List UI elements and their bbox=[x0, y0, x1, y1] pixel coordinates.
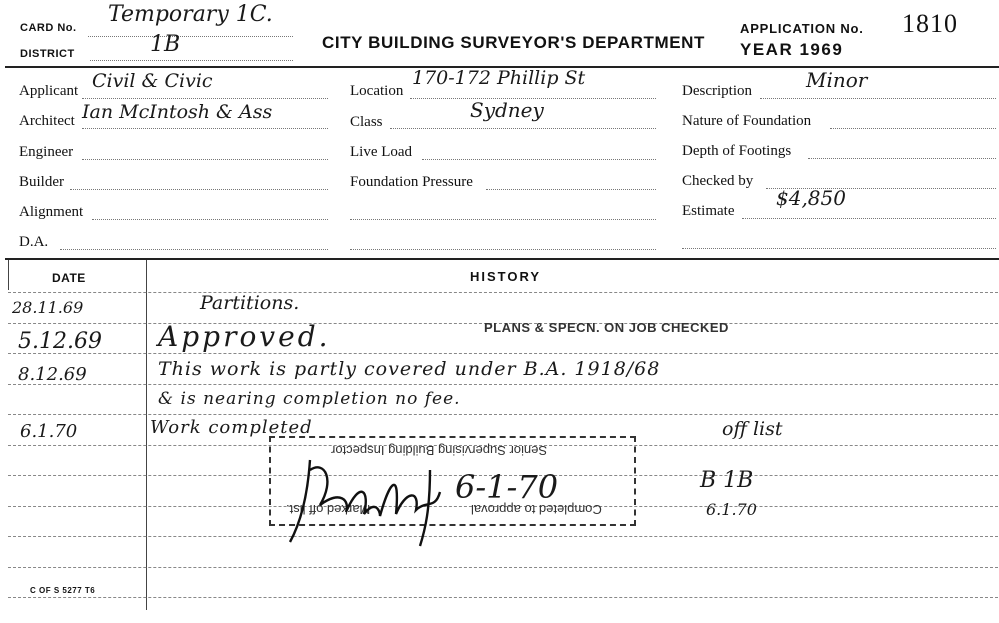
estimate-value: $4,850 bbox=[776, 186, 846, 210]
application-no-label: APPLICATION No. bbox=[740, 21, 864, 36]
applicant-label: Applicant bbox=[19, 83, 79, 99]
foundation-pressure-line bbox=[486, 189, 656, 190]
card-no-label: CARD No. bbox=[20, 22, 77, 34]
district-line bbox=[90, 60, 293, 61]
applicant-line bbox=[82, 98, 328, 99]
da-line bbox=[60, 249, 328, 250]
estimate-line bbox=[742, 218, 996, 219]
initials: B 1B bbox=[700, 468, 754, 493]
location-value: 170-172 Phillip St bbox=[412, 67, 586, 89]
left-margin-line bbox=[8, 260, 9, 290]
history-entry-2: Approved. bbox=[158, 320, 331, 353]
history-entry-1: Partitions. bbox=[200, 292, 300, 314]
nature-of-foundation-line bbox=[830, 128, 996, 129]
stamp-completed-text: Completed to approval bbox=[471, 502, 602, 517]
plans-checked-stamp: PLANS & SPECN. ON JOB CHECKED bbox=[484, 320, 729, 335]
location-label: Location bbox=[350, 83, 404, 99]
description-value: Minor bbox=[806, 68, 868, 92]
history-rule-line bbox=[8, 353, 998, 354]
checked-by-label: Checked by bbox=[682, 173, 754, 189]
foundation-pressure-label: Foundation Pressure bbox=[350, 174, 473, 190]
history-rule-line bbox=[8, 292, 998, 293]
col2-blank-line-2 bbox=[350, 249, 656, 250]
builder-label: Builder bbox=[19, 174, 64, 190]
history-header: HISTORY bbox=[470, 269, 542, 284]
description-label: Description bbox=[682, 83, 752, 99]
district-label: DISTRICT bbox=[20, 48, 75, 60]
history-date-1: 28.11.69 bbox=[12, 298, 84, 317]
engineer-line bbox=[82, 159, 328, 160]
alignment-label: Alignment bbox=[19, 204, 84, 220]
col3-blank-line bbox=[682, 248, 996, 249]
col2-blank-line-1 bbox=[350, 219, 656, 220]
history-date-5: 6.1.70 bbox=[20, 421, 78, 442]
history-rule-line bbox=[8, 567, 998, 568]
date-header: DATE bbox=[52, 271, 86, 285]
description-line bbox=[760, 98, 996, 99]
form-code: C OF S 5277 T6 bbox=[30, 586, 96, 595]
builder-line bbox=[70, 189, 328, 190]
department-title: CITY BUILDING SURVEYOR'S DEPARTMENT bbox=[322, 33, 706, 52]
stamp-marked-text: Marked off list. bbox=[286, 502, 371, 517]
architect-line bbox=[82, 128, 328, 129]
history-rule-line bbox=[8, 414, 998, 415]
history-date-2: 5.12.69 bbox=[18, 329, 102, 354]
history-entry-4: & is nearing completion no fee. bbox=[158, 389, 461, 409]
da-label: D.A. bbox=[19, 234, 49, 250]
class-line bbox=[390, 128, 656, 129]
year-label: YEAR 1969 bbox=[740, 40, 844, 59]
location-city: Sydney bbox=[470, 98, 544, 122]
history-top-rule bbox=[5, 258, 999, 260]
application-no-value: 1810 bbox=[902, 9, 958, 38]
estimate-label: Estimate bbox=[682, 203, 735, 219]
history-entry-3: This work is partly covered under B.A. 1918/68 bbox=[158, 358, 661, 380]
depth-of-footings-label: Depth of Footings bbox=[682, 143, 792, 159]
stamp-supervisor-text: Senior Supervising Building Inspector bbox=[331, 443, 548, 458]
live-load-line bbox=[422, 159, 656, 160]
date-column-divider bbox=[146, 260, 147, 610]
card-no-value: Temporary 1C. bbox=[108, 2, 273, 27]
signature-date: 6-1-70 bbox=[455, 468, 559, 506]
architect-label: Architect bbox=[19, 113, 75, 129]
history-rule-line bbox=[8, 384, 998, 385]
card-no-line bbox=[88, 36, 293, 37]
history-rule-line bbox=[8, 597, 998, 598]
applicant-value: Civil & Civic bbox=[92, 70, 213, 92]
history-date-3: 8.12.69 bbox=[18, 364, 87, 385]
alignment-line bbox=[92, 219, 328, 220]
live-load-label: Live Load bbox=[350, 144, 413, 160]
off-list-note: off list bbox=[722, 418, 783, 440]
history-rule-line bbox=[8, 536, 998, 537]
initials-date: 6.1.70 bbox=[706, 500, 757, 519]
depth-of-footings-line bbox=[808, 158, 996, 159]
inspector-signature bbox=[280, 450, 450, 550]
engineer-label: Engineer bbox=[19, 144, 74, 160]
architect-value: Ian McIntosh & Ass bbox=[82, 101, 273, 123]
class-label: Class bbox=[350, 114, 383, 130]
district-value: 1B bbox=[150, 32, 181, 57]
nature-of-foundation-label: Nature of Foundation bbox=[682, 113, 812, 129]
history-entry-5: Work completed bbox=[150, 417, 313, 438]
